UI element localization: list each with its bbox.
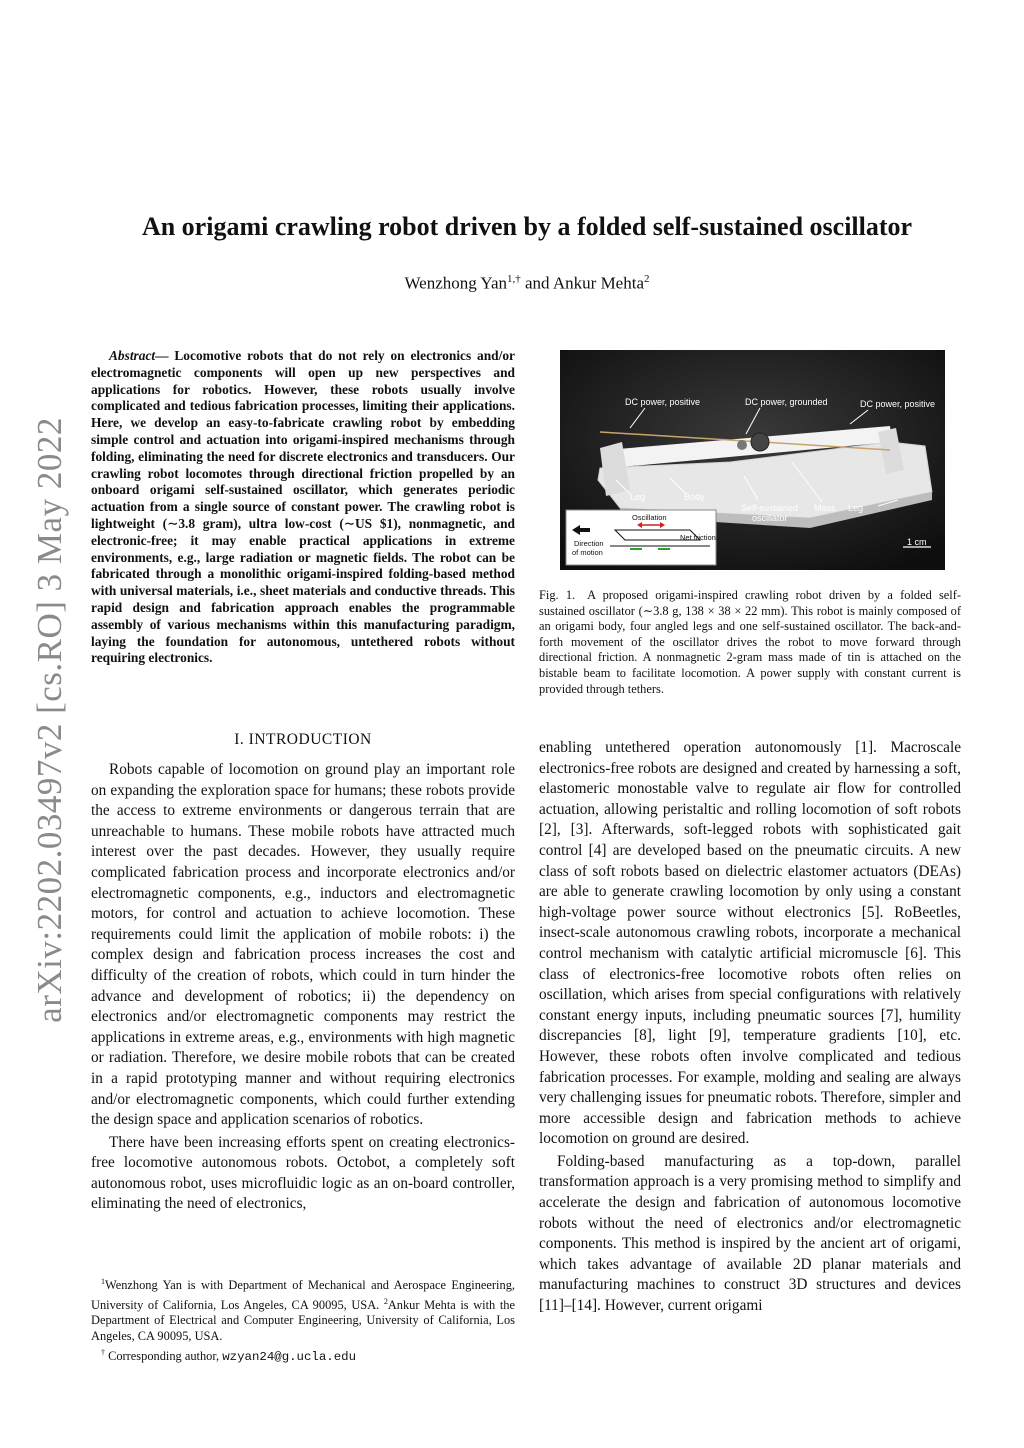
caption-label: Fig. 1. [539,588,576,602]
inset-schematic [566,510,716,565]
abstract [91,348,515,667]
author-line [90,273,964,294]
introduction-body [91,760,515,1215]
figure-1-caption [539,588,961,697]
caption-text: A proposed origami-inspired crawling robot driven by a folded self-sustained oscillator (∼3.8 g, 138 × 38 × 22 mm). This robot is mainly composed of an origami body, four angled legs and one self-sustained oscillator. The back-and-forth movement of the oscillator drives the robot to move forward through directional friction. A nonmagnetic 2-gram mass made of tin is attached on the bistable beam to facilitate locomotion. A power supply with constant current is provided through tethers. [539,588,961,696]
intro-paragraph-2: There have been increasing efforts spent on creating electronics-free locomotive autonomous robots. Octobot, a completely soft autonomous robot, uses microfluidic logic as an on-board controller, eliminating the need of electronics, [91,1133,515,1213]
author-2: Ankur Mehta [552,273,644,293]
right-paragraph-1: enabling untethered operation autonomously [1]. Macroscale electronics-free robots are designed and created by harnessing a soft, elastomeric monostable valve to regulate air flow for controlled actuation, allowing peristaltic and rolling locomotion of soft robots [2], [3]. Afterwards, soft-legged robots with sophisticated gait control [4] are developed based on the pneumatic circuits. A new class of soft robots based on dielectric elastomer actuators (DEAs) are able to generate crawling locomotion by only using a constant high-voltage power source without electronics [5]. RoBeetles, insect-scale autonomous crawling robots, incorporate a mechanical control mechanism with catalytic artificial micromuscle [6]. This class of electronics-free locomotive robots often relies on oscillation, which arises from special configurations with relatively constant energy inputs, including pneumatic sources [7], humility discrepancies [8], light [9], temperature gradients [10], etc. However, these robots often involve complicated and tedious fabrication processes. For example, molding and sealing are always very challenging issues for pneumatic robots. Therefore, simpler and more accessible design and fabrication methods to achieve locomotion on ground are desired. [539,739,961,1148]
label-mass: Mass [814,503,836,513]
label-body: Body [684,492,705,502]
label-dc-grounded: DC power, grounded [745,397,828,407]
inset-label-direction-2: of motion [572,548,603,557]
paper-title: An origami crawling robot driven by a folded self-sustained oscillator [141,212,913,241]
mass-shape [737,440,747,450]
oscillator-shape [751,433,769,451]
section-heading-introduction: I. INTRODUCTION [234,731,372,748]
footnote-corresponding: † Corresponding author, wzyan24@g.ucla.edu [101,1347,357,1364]
label-leg-right: Leg [848,503,864,513]
author-1-affiliation: 1,† [507,273,521,285]
inset-label-net-friction: Net friction [680,533,716,542]
label-leg-left: Leg [630,492,646,502]
author-2-affiliation: 2 [644,273,650,285]
arxiv-identifier: arXiv:2202.03497v2 [cs.RO] 3 May 2022 [30,417,69,1023]
label-scale: 1 cm [907,537,927,547]
figure-1-photo [560,350,945,570]
inset-label-direction-1: Direction [574,539,604,548]
right-column-body [539,738,961,1317]
inset-label-oscillation: Oscillation [632,513,667,522]
intro-paragraph-1: Robots capable of locomotion on ground play an important role on expanding the exploration space for humans; these robots provide the access to extreme environments or dangerous terrain that are unreachable to humans. These mobile robots have attracted much interest over the past decades. However, they usually require complicated fabrication process and incorporate electronics and/or electromagnetic components, e.g., inductors and electromagnetic motors, for control and actuation to achieve locomotion. These requirements could limit the application of mobile robots: i) the complex design and fabrication process increases the cost and difficulty of the creation of robots, which could in turn hinder the advance and development of robotics; ii) the dependency on electronics and/or electromagnetic components may restrict the applications in extreme areas, e.g., environments with high magnetic or radiation. Therefore, we desire mobile robots that can be created in a rapid prototyping manner and without requiring electronics and/or electromagnetic components, which could further extending the design space and application scenarios of robotics. [91,761,515,1129]
corresponding-email[interactable]: wzyan24@g.ucla.edu [222,1349,357,1364]
label-oscillator-2: oscillator [752,513,788,523]
footnote [91,1274,515,1365]
right-paragraph-2: Folding-based manufacturing as a top-down, parallel transformation approach is a very promising method to simplify and accelerate the design and fabrication of autonomous locomotive robots without the need of electronics and/or electromagnetic components. This method is inspired by the ancient art of origami, which takes advantage of available 2D planar materials and manufacturing machines to construct 3D structures and devices [11]–[14]. However, current origami [539,1152,961,1315]
label-dc-positive-left: DC power, positive [625,397,701,407]
author-1: Wenzhong Yan [404,273,508,293]
abstract-lead: Abstract [109,348,156,363]
label-oscillator-1: Self-sustained [741,503,799,513]
footnote-affiliations: $^1$Wenzhong Yan is with Department of Mechanical and Aerospace Engineering, University of California, Los Angeles, CA 90095, USA. $^2$Ankur Mehta is with the Department of Electrical and Computer Engineering, University of California, Los Angeles, CA 90095, USA. [91,1277,515,1344]
author-conjunction: and [520,273,553,293]
label-dc-positive-right: DC power, positive [860,399,936,409]
abstract-text: — Locomotive robots that do not rely on electronics and/or electromagnetic components will open up new perspectives and applications for robotics. However, these robots usually involve complicated and tedious fabrication processes, limiting their applications. Here, we develop an easy-to-fabricate crawling robot by embedding simple control and actuation into origami-inspired mechanisms through folding, eliminating the need for discrete electronics and transducers. Our crawling robot locomotes through directional friction propelled by an onboard origami self-sustained oscillator, which generates periodic actuation from a single source of constant power. The crawling robot is lightweight (∼3.8 gram), ultra low-cost (∼US $1), nonmagnetic, and electronic-free; it may enable practical applications in extreme environments, e.g., large radiation or magnetic fields. The robot can be fabricated through a monolithic origami-inspired folding-based method with universal materials, i.e., sheet materials and conductive threads. This rapid design and fabrication approach enables the programmable assembly of various mechanisms within this manufacturing paradigm, laying the foundation for autonomous, untethered robots without requiring electronics. [91,348,515,666]
